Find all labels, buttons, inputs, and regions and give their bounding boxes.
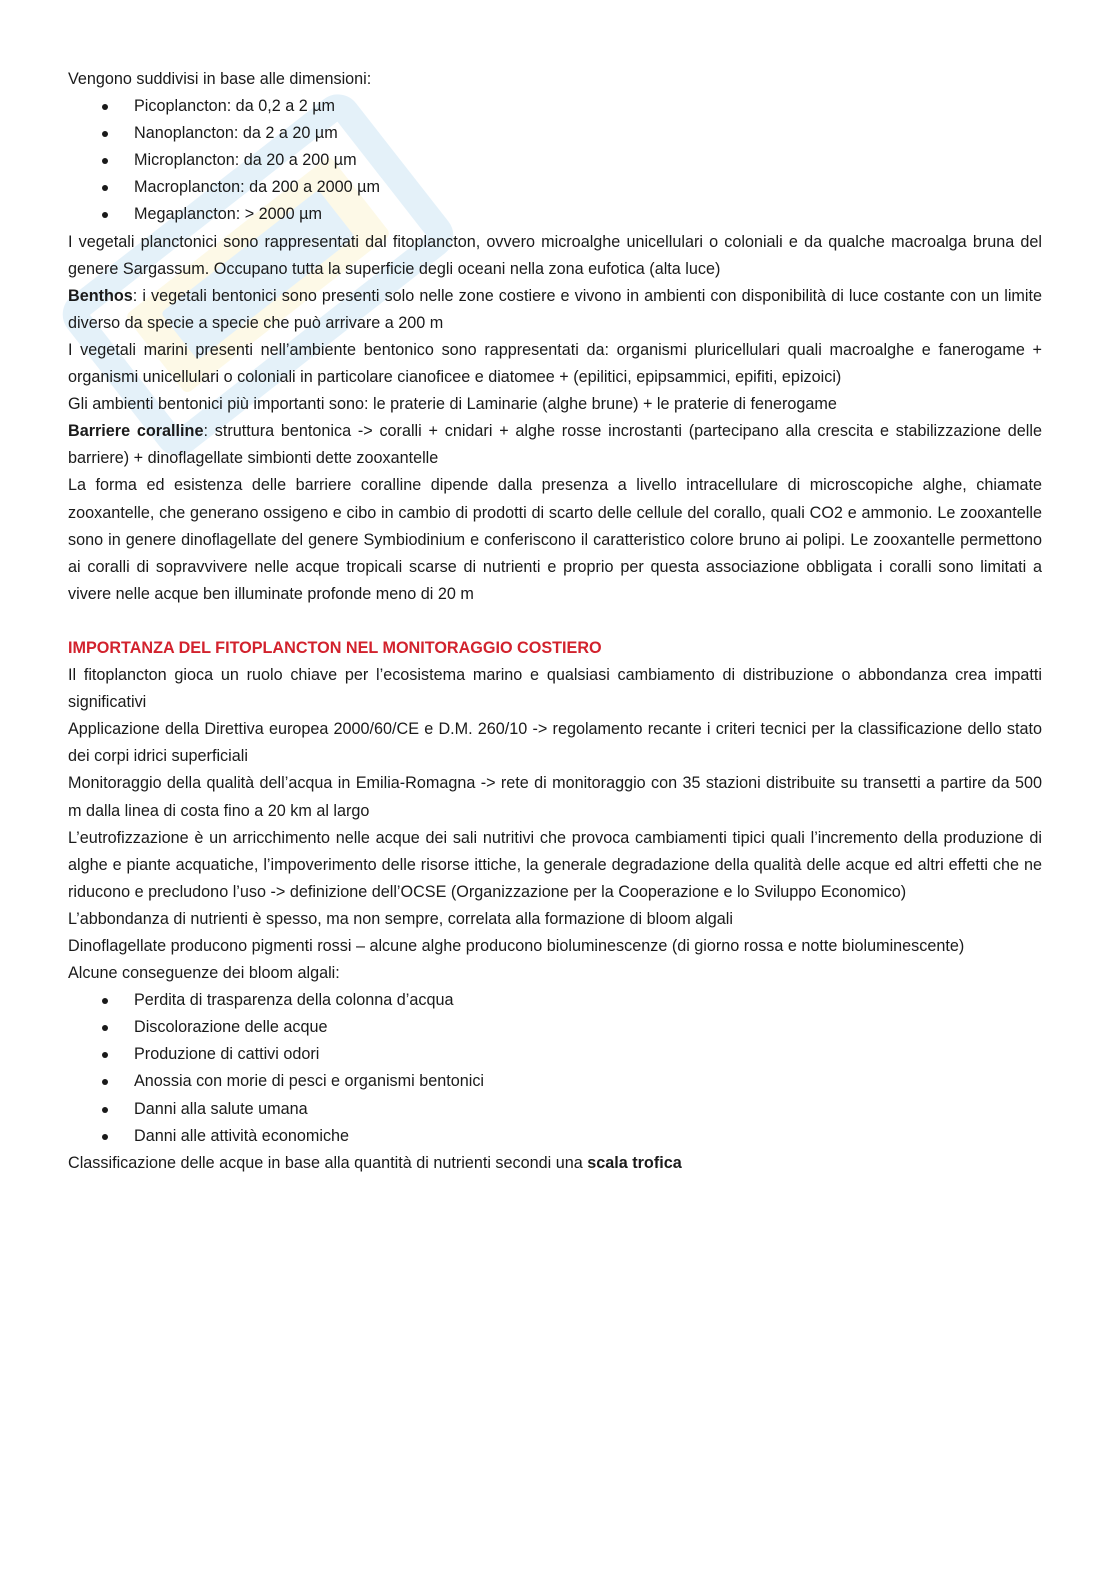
paragraph-conseguenze: Alcune conseguenze dei bloom algali: <box>68 964 340 983</box>
intro-line: Vengono suddivisi in base alle dimensioni: <box>68 70 372 88</box>
paragraph-ambienti-bentonici: Gli ambienti bentonici più importanti sono: le praterie di Laminarie (alghe brune) + le praterie di fenerogame <box>68 395 837 414</box>
paragraph-vegetali-planctonici: I vegetali planctonici sono rappresentati dal fitoplancton, ovvero microalghe unicellulari o coloniali e da qualche macroalga bruna del genere Sargassum. Occupano tutta la superficie degli oceani nella zona eufotica (alta luce) <box>68 232 1042 278</box>
list-item: Danni alla salute umana <box>68 1096 1042 1123</box>
paragraph-vegetali-marini: I vegetali marini presenti nell’ambiente bentonico sono rappresentati da: organismi pluricellulari quali macroalghe e fanerogame + organismi unicellulari o coloniali in particolare cianoficee e diatomee + (epilitici, epipsammici, epifiti, epizoici) <box>68 340 1042 387</box>
list-item: Macroplancton: da 200 a 2000 µm <box>68 174 1042 201</box>
paragraph-benthos <box>68 283 1042 337</box>
paragraph-barriere <box>68 418 1042 472</box>
section-heading: IMPORTANZA DEL FITOPLANCTON NEL MONITORAGGIO COSTIERO <box>68 638 602 657</box>
list-item: Microplancton: da 20 a 200 µm <box>68 147 1042 174</box>
paragraph-classificazione <box>68 1150 1042 1177</box>
paragraph-ruolo: Il fitoplancton gioca un ruolo chiave per l’ecosistema marino e qualsiasi cambiamento di distribuzione o abbondanza crea impatti significativi <box>68 666 1042 712</box>
list-item: Picoplancton: da 0,2 a 2 µm <box>68 93 1042 120</box>
paragraph-dinoflagellate: Dinoflagellate producono pigmenti rossi – alcune alghe producono bioluminescenze (di giorno rossa e notte bioluminescente) <box>68 937 965 955</box>
list-item: Danni alle attività economiche <box>68 1123 1042 1150</box>
bloom-consequences-list <box>68 987 1042 1150</box>
paragraph-forma-barriere: La forma ed esistenza delle barriere coralline dipende dalla presenza a livello intracellulare di microscopiche alghe, chiamate zooxantelle, che generano ossigeno e cibo in cambio di prodotti di scarto delle cellule del corallo, quali CO2 e ammonio. Le zooxantelle sono in genere dinoflagellate del genere Symbiodinium e conferiscono il caratteristico colore bruno ai polipi. Le zooxantelle permettono ai coralli di sopravvivere nelle acque tropicali scarse di nutrienti e proprio per questa associazione obbligata i coralli sono limitati a vivere nelle acque ben illuminate profonde meno di 20 m <box>68 476 1042 603</box>
document-body <box>68 66 1042 1177</box>
paragraph-direttiva: Applicazione della Direttiva europea 2000/60/CE e D.M. 260/10 -> regolamento recante i criteri tecnici per la classificazione dello stato dei corpi idrici superficiali <box>68 720 1042 766</box>
list-item: Megaplancton: > 2000 µm <box>68 201 1042 228</box>
paragraph-eutrofizzazione: L’eutrofizzazione è un arricchimento nelle acque dei sali nutritivi che provoca cambiamenti tipici quali l’incremento della produzione di alghe e piante acquatiche, l’impoverimento delle risorse ittiche, la generale degradazione della qualità delle acque ed altri effetti che ne riducono e precludono l’uso -> definizione dell’OCSE (Organizzazione per la Cooperazione e lo Sviluppo Economico) <box>68 828 1042 901</box>
list-item: Produzione di cattivi odori <box>68 1041 1042 1068</box>
term-benthos: Benthos <box>68 286 133 305</box>
plankton-size-list <box>68 93 1042 228</box>
term-scala-trofica: scala trofica <box>587 1153 682 1172</box>
barriere-text: : struttura bentonica -> coralli + cnidari + alghe rosse incrostanti (partecipano alla crescita e stabilizzazione delle barriere) + dinoflagellate simbionti dette zooxantelle <box>68 422 1043 468</box>
list-item: Discolorazione delle acque <box>68 1014 1042 1041</box>
paragraph-monitoraggio: Monitoraggio della qualità dell’acqua in Emilia-Romagna -> rete di monitoraggio con 35 stazioni distribuite su transetti a partire da 500 m dalla linea di costa fino a 20 km al largo <box>68 774 1042 820</box>
classificazione-text: Classificazione delle acque in base alla quantità di nutrienti secondi una <box>68 1153 588 1172</box>
benthos-text: : i vegetali bentonici sono presenti solo nelle zone costiere e vivono in ambienti con disponibilità di luce costante con un limite diverso da specie a specie che può arrivare a 200 m <box>68 286 1042 332</box>
paragraph-abbondanza: L’abbondanza di nutrienti è spesso, ma non sempre, correlata alla formazione di bloom algali <box>68 909 733 928</box>
term-barriere-coralline: Barriere coralline <box>68 422 204 441</box>
list-item: Anossia con morie di pesci e organismi bentonici <box>68 1068 1042 1095</box>
list-item: Perdita di trasparenza della colonna d’acqua <box>68 987 1042 1014</box>
list-item: Nanoplancton: da 2 a 20 µm <box>68 120 1042 147</box>
